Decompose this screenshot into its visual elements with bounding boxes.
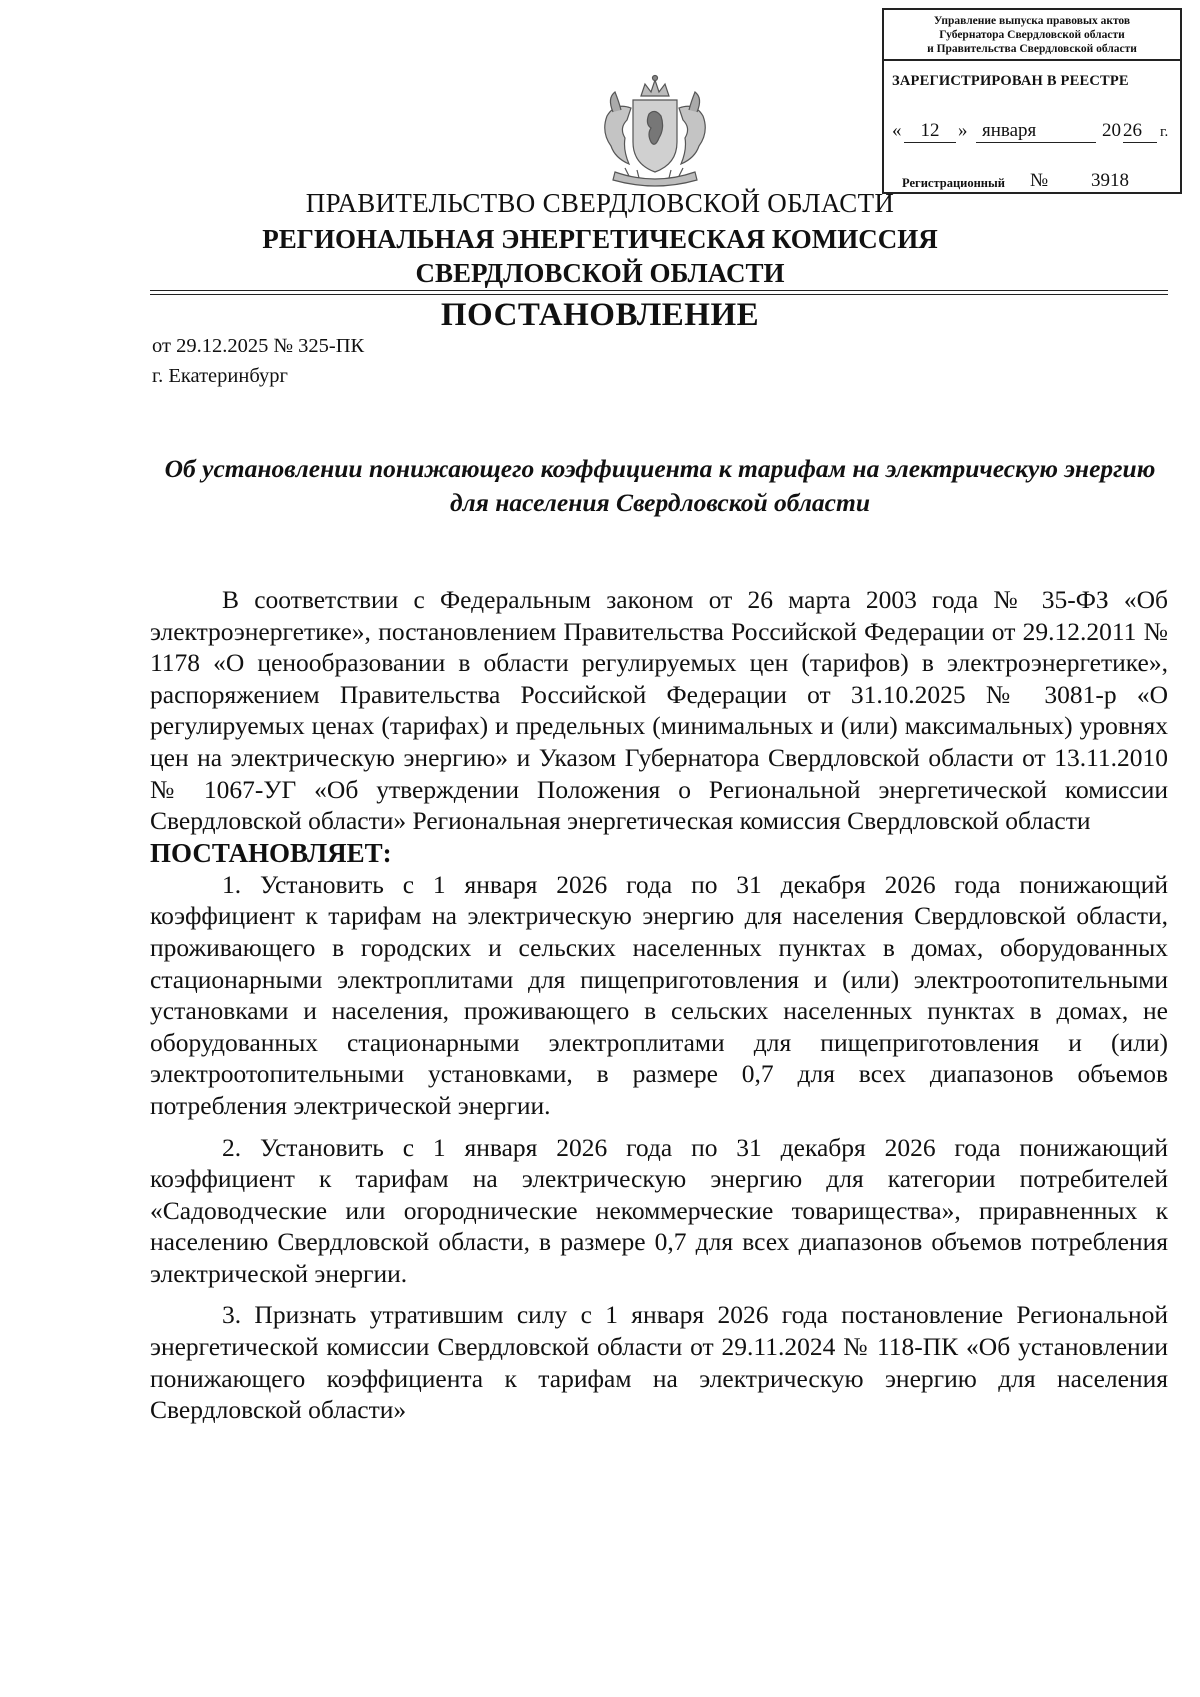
stamp-department-line: Управление выпуска правовых актов: [933, 15, 1131, 27]
document-subject: Об установлении понижающего коэффициента к тарифам на электрическую энергию для населения Свердловской области: [164, 454, 1156, 517]
stamp-reg-label: Регистрационный: [902, 176, 1005, 190]
document-date-number: от 29.12.2025 № 325-ПК: [152, 335, 365, 357]
stamp-quote-close: »: [958, 120, 968, 141]
stamp-month: января: [976, 120, 1096, 143]
coat-of-arms-emblem: [585, 72, 725, 192]
stamp-quote-open: «: [892, 120, 902, 141]
decree-item: 3. Признать утратившим силу с 1 января 2026 года постановление Региональной энергетической комиссии Свердловской области от 29.11.2024 № 118-ПК «Об установлении понижающего коэффициента к тарифам на электрическую энергию для населения Свердловской области»: [150, 1300, 1168, 1425]
government-title: ПРАВИТЕЛЬСТВО СВЕРДЛОВСКОЙ ОБЛАСТИ: [305, 188, 895, 218]
stamp-num-sign: №: [1030, 170, 1049, 191]
decree-word: ПОСТАНОВЛЯЕТ:: [150, 837, 392, 868]
stamp-department: [884, 10, 1180, 61]
document-type: ПОСТАНОВЛЕНИЕ: [440, 297, 760, 333]
header-divider: [150, 290, 1168, 291]
stamp-year-suffix: 26: [1123, 120, 1157, 143]
stamp-year-prefix: 20: [1102, 120, 1121, 141]
document-body: [150, 584, 1168, 1426]
preamble-paragraph: В соответствии с Федеральным законом от 26 марта 2003 года № 35-ФЗ «Об электроэнергетике», постановлением Правительства Российской Федерации от 29.12.2011 № 1178 «О ценообразовании в области регулируемых цен (тарифов) в электроэнергетике», распоряжением Правительства Российской Федерации от 31.10.2025 № 3081-р «О регулируемых ценах (тарифах) и предельных (минимальных и (или) максимальных) уровнях цен на электрическую энергию» и Указом Губернатора Свердловской области от 13.11.2010 № 1067-УГ «Об утверждении Положения о Региональной энергетической комиссии Свердловской области» Региональная энергетическая комиссия Свердловской области: [150, 585, 1168, 836]
document-city: г. Екатеринбург: [152, 365, 288, 387]
commission-title-line2: СВЕРДЛОВСКОЙ ОБЛАСТИ: [415, 258, 785, 288]
decree-item: 2. Установить с 1 января 2026 года по 31 декабря 2026 года понижающий коэффициент к тарифам на электрическую энергию для категории потребителей «Садоводческие или огороднические некоммерческие товарищества», приравненных к населению Свердловской области, в размере 0,7 для всех диапазонов объемов потребления электрической энергии.: [150, 1132, 1168, 1288]
decree-item: 1. Установить с 1 января 2026 года по 31 декабря 2026 года понижающий коэффициент к тарифам на электрическую энергию для населения Свердловской области, проживающего в городских и сельских населенных пунктах в домах, оборудованных стационарными электроплитами для пищеприготовления и (или) электроотопительными установками и населения, проживающего в сельских населенных пунктах в домах, не оборудованных стационарными электроплитами для пищеприготовления и (или) электроотопительными установками, в размере 0,7 для всех диапазонов объемов потребления электрической энергии.: [150, 869, 1168, 1120]
header-divider-thin: [150, 294, 1168, 295]
stamp-department-line: и Правительства Свердловской области: [927, 43, 1137, 55]
registration-stamp: [882, 8, 1182, 194]
stamp-day: 12: [904, 120, 956, 143]
stamp-registered-label: ЗАРЕГИСТРИРОВАН В РЕЕСТРЕ: [892, 73, 1129, 89]
stamp-year-abbr: г.: [1160, 124, 1169, 140]
stamp-date: [892, 120, 1177, 148]
stamp-department-line: Губернатора Свердловской области: [939, 29, 1125, 41]
commission-title-line1: РЕГИОНАЛЬНАЯ ЭНЕРГЕТИЧЕСКАЯ КОМИССИЯ: [262, 224, 938, 254]
stamp-reg-number: 3918: [1062, 170, 1158, 193]
